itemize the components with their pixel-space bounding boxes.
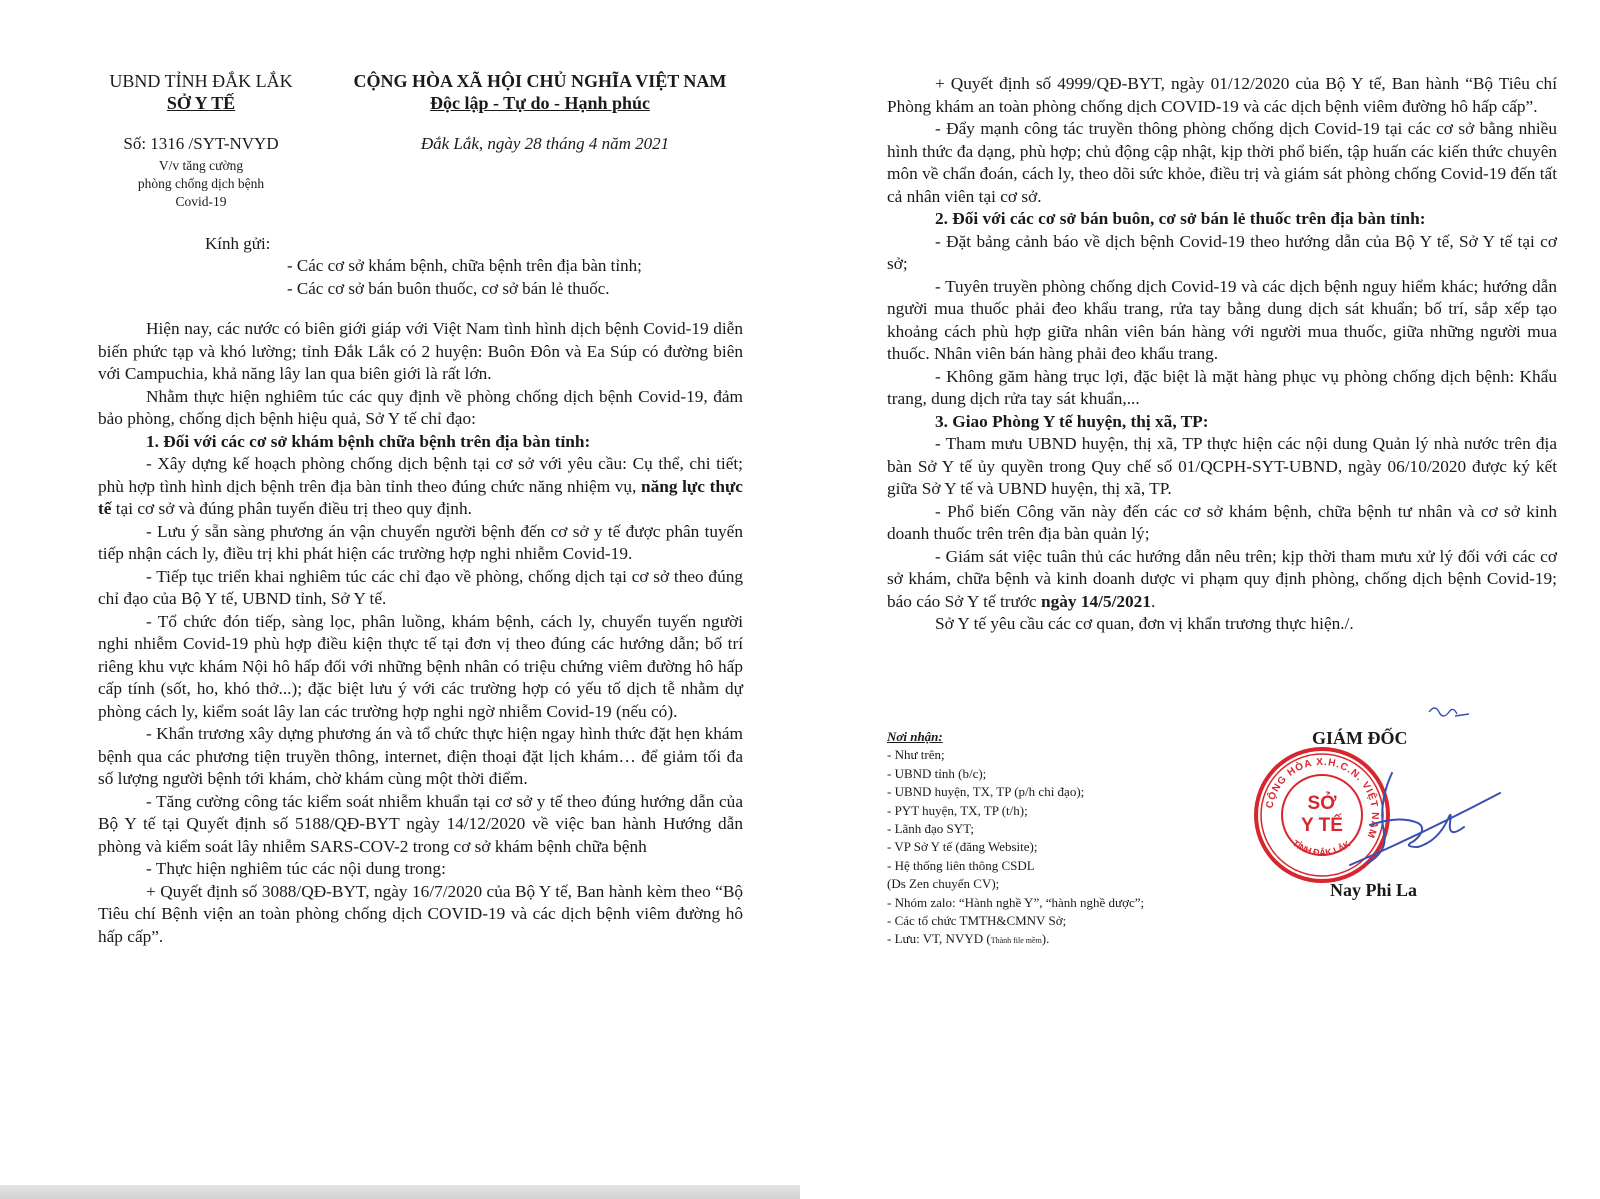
recipient-item: - Các tổ chức TMTH&CMNV Sở; <box>887 913 1067 929</box>
initial-mark-icon <box>1425 700 1475 722</box>
addressee-item: - Các cơ sở bán buôn thuốc, cơ sở bán lẻ thuốc. <box>287 279 610 298</box>
department-name: SỞ Y TẾ <box>166 93 236 113</box>
section-3-item <box>887 546 1557 614</box>
section-1-item: + Quyết định số 4999/QĐ-BYT, ngày 01/12/2020 của Bộ Y tế, Ban hành “Bộ Tiêu chí Phòng khám an toàn phòng chống dịch COVID-19 và các dịch bệnh viêm đường hô hấp cấp”. <box>887 74 1557 116</box>
text-run: - Lưu: VT, NVYD ( <box>887 931 991 947</box>
recipient-item: - VP Sở Y tế (đăng Website); <box>887 839 1038 855</box>
recipient-item: - Nhóm zalo: “Hành nghề Y”, “hành nghề dược”; <box>887 894 1145 910</box>
section-2-item: - Tuyên truyền phòng chống dịch Covid-19 và các dịch bệnh nguy hiểm khác; hướng dẫn người mua thuốc phải đeo khẩu trang, rửa tay bằng dung dịch sát khuẩn; bố trí, sắp xếp tạo khoảng cách phù hợp giữa nhân viên bán hàng với người mua thuốc, giữa những người mua thuốc. Nhân viên bán hàng phải đeo khẩu trang. <box>887 276 1557 363</box>
national-motto: Độc lập - Tự do - Hạnh phúc <box>429 93 651 113</box>
section-1-heading: 1. Đối với các cơ sở khám bệnh chữa bệnh trên địa bàn tỉnh: <box>146 431 591 451</box>
subject-line: V/v tăng cường <box>158 158 244 173</box>
body-text-left <box>98 318 743 948</box>
text-run: - Xây dựng kế hoạch phòng chống dịch bệnh tại cơ sở với yêu cầu: Cụ thể, chi tiết; phù hợp tình hình dịch bệnh trên địa bàn tỉnh theo đúng chức năng nhiệm vụ, <box>98 454 743 496</box>
province-name: UBND TỈNH ĐẮK LẮK <box>109 71 293 91</box>
emphasis-text: năng lực thực tế <box>98 476 743 518</box>
section-3-item: - Phổ biến Công văn này đến các cơ sở khám bệnh, chữa bệnh tư nhân và cơ sở kinh doanh thuốc trên trên địa bàn quản lý; <box>887 501 1557 543</box>
text-run: . <box>1150 591 1156 611</box>
country-name: CỘNG HÒA XÃ HỘI CHỦ NGHĨA VIỆT NAM <box>353 71 727 91</box>
section-1-item: - Lưu ý sẵn sàng phương án vận chuyển người bệnh đến cơ sở y tế được phân tuyến tiếp nhận cách ly, điều trị khi phát hiện các trường hợp nghi nhiễm Covid-19. <box>98 521 743 563</box>
section-3-item: - Tham mưu UBND huyện, thị xã, TP thực hiện các nội dung Quản lý nhà nước trên địa bàn Sở Y tế ủy quyền trong Quy chế số 01/QCPH-SYT-UBND, ngày 06/10/2020 được ký kết giữa Sở Y tế và UBND huyện, thị xã, TP. <box>887 434 1557 498</box>
addressee-list <box>287 254 642 300</box>
recipients-heading: Nơi nhận: <box>887 729 943 744</box>
recipient-item: - Như trên; <box>887 747 945 763</box>
seal-center-line: SỞ <box>1307 793 1337 814</box>
seal-ring-text: CỘNG HÒA X.H.C.N. VIỆT NAM <box>1264 756 1381 841</box>
seal-bottom-text: TỈNH ĐẮK LẮK <box>1290 838 1353 858</box>
signer-title: GIÁM ĐỐC <box>1312 728 1408 748</box>
signer-name: Nay Phi La <box>1330 880 1418 900</box>
section-1-item: - Tổ chức đón tiếp, sàng lọc, phân luồng, khám bệnh, cách ly, chuyển tuyến người nghi nhiễm Covid-19 phù hợp điều kiện thực tế tại đơn vị theo đúng các hướng dẫn; bố trí riêng khu vực khám Nội hô hấp đối với những bệnh nhân có triệu chứng viêm đường hô hấp cấp tính (sốt, ho, khó thở...); đặc biệt lưu ý với các trường hợp có yếu tố dịch tễ nhằm dự phòng cách ly, kiểm soát lây lan các trường hợp nghi ngờ nhiễm Covid-19 (nếu có). <box>98 611 743 721</box>
recipient-item: - Lãnh đạo SYT; <box>887 821 975 837</box>
closing-sentence: Sở Y tế yêu cầu các cơ quan, đơn vị khẩn trương thực hiện./. <box>935 614 1354 633</box>
document-date: Đắk Lắk, ngày 28 tháng 4 năm 2021 <box>420 134 670 153</box>
subject-line: Covid-19 <box>175 194 227 209</box>
page-bottom-strip <box>0 1185 800 1199</box>
recipient-item: - UBND huyện, TX, TP (p/h chỉ đạo); <box>887 784 1085 800</box>
recipients-list <box>887 728 1227 951</box>
section-1-item <box>98 453 743 521</box>
section-1-item: + Quyết định số 3088/QĐ-BYT, ngày 16/7/2020 của Bộ Y tế, Ban hành kèm theo “Bộ Tiêu chí Bệnh viện an toàn phòng chống dịch COVID-19 và các dịch bệnh viêm đường hô hấp cấp”. <box>98 881 743 946</box>
section-1-item: - Đẩy mạnh công tác truyền thông phòng chống dịch Covid-19 tại các cơ sở bằng nhiều hình thức đa dạng, phù hợp; chủ động cập nhật, kịp thời phổ biến, tập huấn các kiến thức chuyên môn về chẩn đoán, cách ly, theo dõi sức khỏe, điều trị và giám sát phòng chống Covid-19 đến tất cả nhân viên tại cơ sở. <box>887 119 1557 206</box>
section-3-heading: 3. Giao Phòng Y tế huyện, thị xã, TP: <box>935 411 1209 431</box>
section-1-item: - Khẩn trương xây dựng phương án và tổ chức thực hiện ngay hình thức đặt hẹn khám bệnh qua các phương tiện truyền thông, internet, điện thoại đặt lịch khám… để giảm tối đa số lượng người bệnh tới khám, chờ khám cùng một thời điểm. <box>98 724 743 788</box>
section-1-item: - Thực hiện nghiêm túc các nội dung trong: <box>146 859 446 878</box>
text-run: - Giám sát việc tuân thủ các hướng dẫn nêu trên; kịp thời tham mưu xử lý đối với các cơ sở khám, chữa bệnh và kinh doanh dược vi phạm quy định phòng, chống dịch bệnh Covid-19; báo cáo Sở Y tế trước <box>887 546 1557 611</box>
section-1-item: - Tăng cường công tác kiểm soát nhiễm khuẩn tại cơ sở y tế theo đúng hướng dẫn của Bộ Y tế tại Quyết định số 5188/QĐ-BYT ngày 14/12/2020 về việc ban hành Hướng dẫn phòng và kiểm soát lây nhiễm SARS-COV-2 trong cơ sở khám bệnh chữa bệnh <box>98 791 743 856</box>
subject-line: phòng chống dịch bệnh <box>137 176 265 191</box>
section-1-item: - Tiếp tục triển khai nghiêm túc các chỉ đạo về phòng, chống dịch tại cơ sở theo đúng chỉ đạo của Bộ Y tế, UBND tỉnh, Sở Y tế. <box>98 566 743 608</box>
recipient-item <box>887 930 1227 950</box>
small-note: Thành file mềm <box>990 936 1042 946</box>
document-subject <box>96 157 306 211</box>
document-number: Số: 1316 /SYT-NVYD <box>123 134 279 153</box>
seal-center-line: Y TẾ <box>1301 815 1343 836</box>
body-text-right <box>887 73 1557 636</box>
recipient-item: - UBND tỉnh (b/c); <box>887 765 987 781</box>
greeting-label: Kính gửi: <box>205 234 271 253</box>
addressee-item: - Các cơ sở khám bệnh, chữa bệnh trên địa bàn tỉnh; <box>287 256 642 275</box>
issuing-authority <box>96 70 306 114</box>
text-run: tại cơ sở và đúng phân tuyến điều trị theo quy định. <box>111 499 472 518</box>
section-2-item: - Đặt bảng cảnh báo về dịch bệnh Covid-19 theo hướng dẫn của Bộ Y tế, Sở Y tế tại cơ sở; <box>887 231 1557 273</box>
national-header <box>335 70 745 114</box>
recipient-item: (Ds Zen chuyển CV); <box>887 876 1000 892</box>
section-2-heading: 2. Đối với các cơ sở bán buôn, cơ sở bán lẻ thuốc trên địa bàn tỉnh: <box>935 209 1426 228</box>
directive-paragraph: Nhằm thực hiện nghiêm túc các quy định về phòng chống dịch bệnh Covid-19, đảm bảo phòng, chống dịch bệnh hiệu quả, Sở Y tế chỉ đạo: <box>98 386 743 428</box>
handwritten-signature-icon <box>1330 765 1520 875</box>
recipient-item: - PYT huyện, TX, TP (t/h); <box>887 802 1028 818</box>
deadline-date: ngày 14/5/2021 <box>1041 591 1151 611</box>
section-2-item: - Không găm hàng trục lợi, đặc biệt là mặt hàng phục vụ phòng chống dịch bệnh: Khẩu trang, dung dịch rửa tay sát khuẩn,... <box>887 366 1557 408</box>
recipient-item: - Hệ thống liên thông CSDL <box>887 857 1035 873</box>
text-run: ). <box>1041 931 1050 947</box>
intro-paragraph: Hiện nay, các nước có biên giới giáp với Việt Nam tình hình dịch bệnh Covid-19 diễn biến phức tạp và khó lường; tỉnh Đắk Lắk có 2 huyện: Buôn Đôn và Ea Súp có đường biên với Campuchia, khả năng lây lan qua biên giới là rất lớn. <box>98 319 743 383</box>
